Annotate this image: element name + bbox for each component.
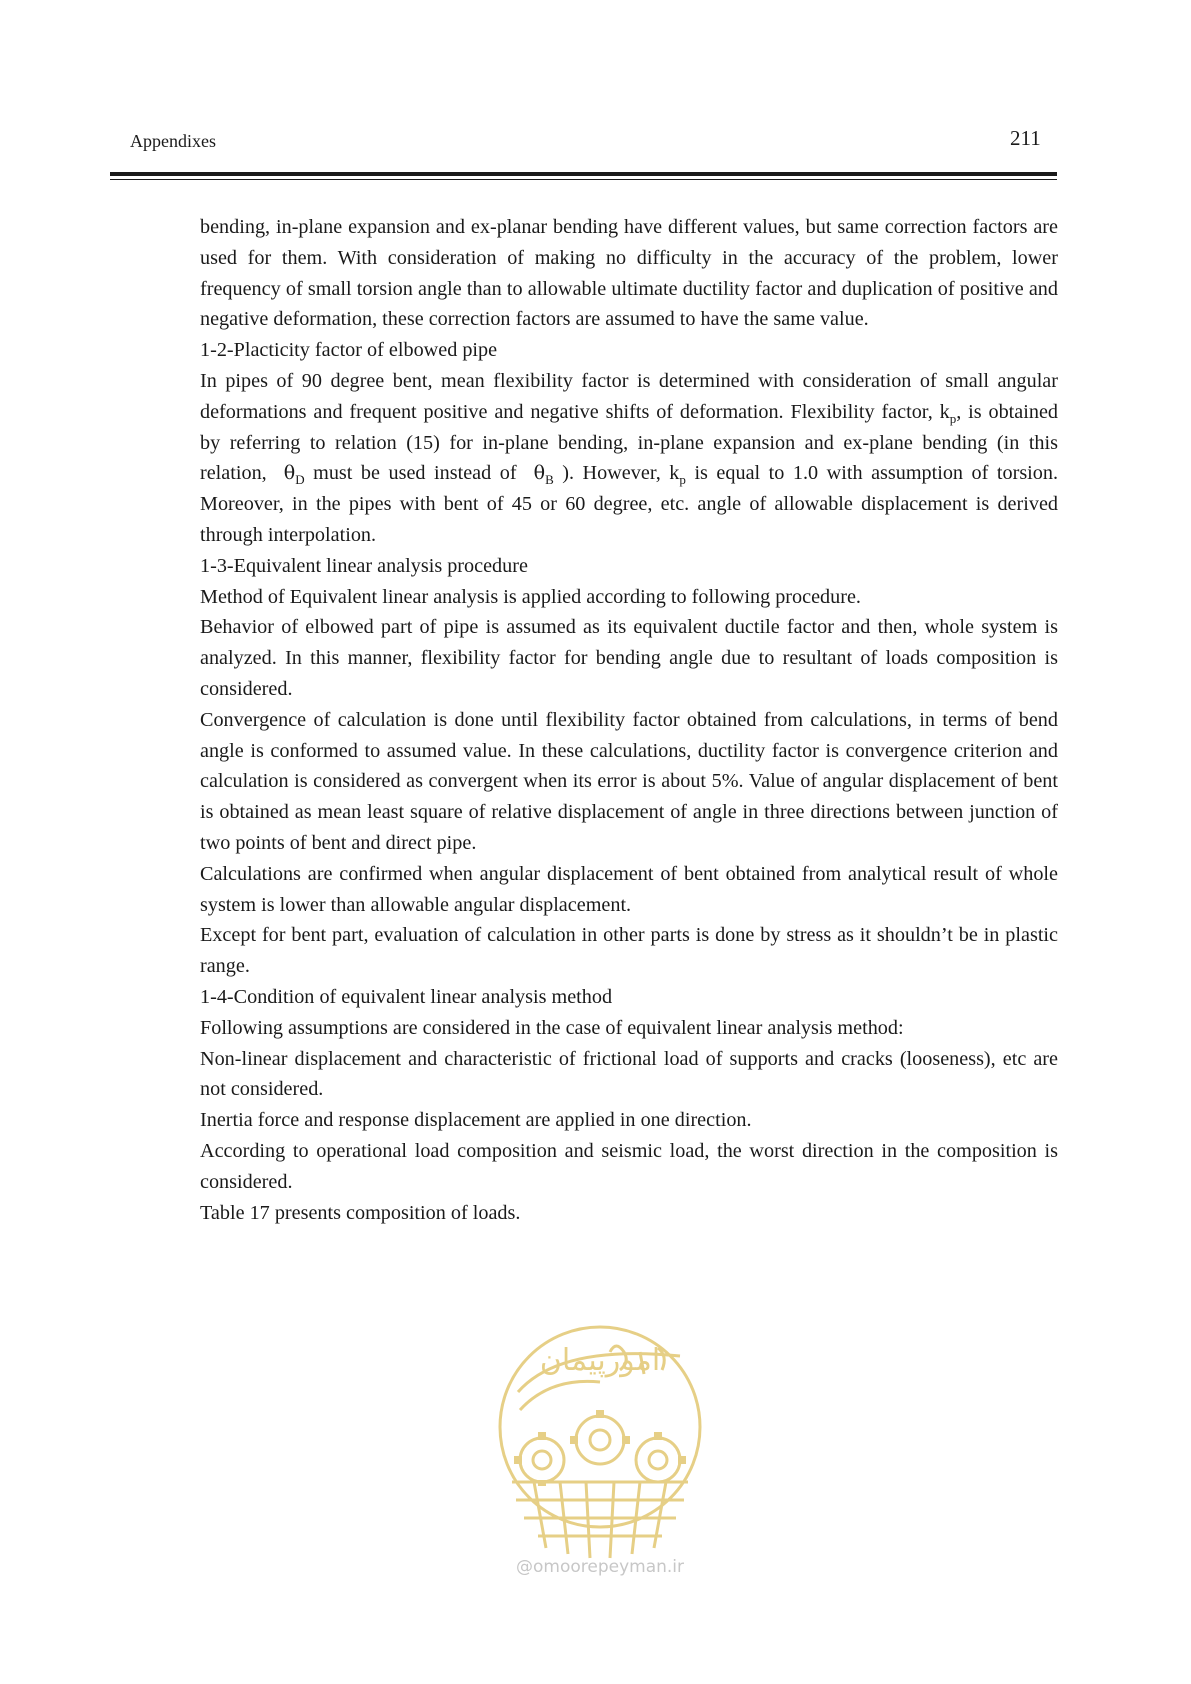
header-rule bbox=[110, 172, 1057, 176]
text-run: , is obtained by referring to relation (15) for in-plane bending, in-plane expansion and ex-plane bending (in this relation, bbox=[200, 400, 1058, 485]
theta-symbol: θ bbox=[533, 462, 546, 485]
section-heading: 1-2-Placticity factor of elbowed pipe bbox=[200, 339, 498, 362]
watermark-script-text: امورپیمان bbox=[539, 1343, 661, 1378]
header-rule-thin bbox=[110, 179, 1057, 180]
text-run: must be used instead of bbox=[313, 462, 517, 485]
watermark-gear-teeth bbox=[514, 1410, 686, 1486]
paragraph: Non-linear displacement and characteristic of frictional load of supports and cracks (looseness), etc are not considered. bbox=[200, 1047, 1058, 1101]
running-header: Appendixes bbox=[130, 131, 216, 151]
body-text bbox=[200, 212, 1058, 1228]
paragraph: Method of Equivalent linear analysis is applied according to following procedure. bbox=[200, 585, 861, 608]
text-run: ). However, k bbox=[562, 462, 680, 485]
paragraph: Convergence of calculation is done until flexibility factor obtained from calculations, in terms of bend angle is conformed to assumed value. In these calculations, ductility factor is convergence criterion and calculation is considered as convergent when its error is about 5%. Value of angular displacement of bent is obtained as mean least square of relative displacement of angle in three directions between junction of two points of bent and direct pipe. bbox=[200, 708, 1058, 854]
paragraph: Following assumptions are considered in the case of equivalent linear analysis method: bbox=[200, 1016, 904, 1039]
subscript: p bbox=[679, 472, 686, 488]
paragraph: Behavior of elbowed part of pipe is assumed as its equivalent ductile factor and then, whole system is analyzed. In this manner, flexibility factor for bending angle due to resultant of loads composition is considered. bbox=[200, 616, 1058, 700]
paragraph bbox=[200, 366, 1058, 551]
theta-symbol: θ bbox=[283, 462, 296, 485]
paragraph: Inertia force and response displacement are applied in one direction. bbox=[200, 1109, 752, 1132]
page-number: 211 bbox=[1010, 126, 1041, 150]
subscript: B bbox=[545, 472, 554, 488]
text-run: is equal to 1.0 with assumption of torsion. Moreover, in the pipes with bent of 45 or 60 degree, etc. angle of allowable displacement is derived through interpolation. bbox=[200, 462, 1059, 546]
watermark-url: @omoorepeyman.ir bbox=[515, 1557, 685, 1577]
paragraph: bending, in-plane expansion and ex-planar bending have different values, but same correction factors are used for them. With consideration of making no difficulty in the accuracy of the problem, lower frequency of small torsion angle than to allowable ultimate ductility factor and duplication of positive and negative deformation, these correction factors are assumed to have the same value. bbox=[200, 216, 1058, 331]
paragraph: Table 17 presents composition of loads. bbox=[200, 1201, 521, 1224]
text-run: In pipes of 90 degree bent, mean flexibility factor is determined with consideration of small angular deformations and frequent positive and negative shifts of deformation. Flexibility factor, k bbox=[200, 369, 1058, 423]
paragraph: According to operational load composition and seismic load, the worst direction in the composition is considered. bbox=[200, 1139, 1058, 1193]
paragraph: Except for bent part, evaluation of calculation in other parts is done by stress as it shouldn’t be in plastic range. bbox=[200, 924, 1058, 978]
section-heading: 1-4-Condition of equivalent linear analysis method bbox=[200, 985, 613, 1008]
paragraph: Calculations are confirmed when angular displacement of bent obtained from analytical result of whole system is lower than allowable angular displacement. bbox=[200, 862, 1058, 916]
section-heading: 1-3-Equivalent linear analysis procedure bbox=[200, 554, 528, 577]
subscript: p bbox=[949, 410, 957, 426]
subscript: D bbox=[295, 472, 305, 488]
watermark-logo bbox=[490, 1322, 710, 1578]
